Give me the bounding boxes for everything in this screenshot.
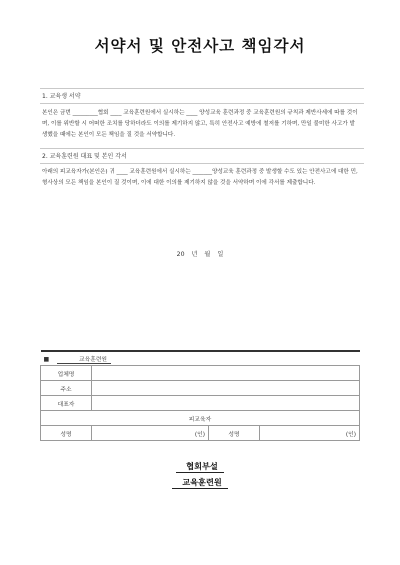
square-bullet-icon: ■ — [43, 356, 50, 363]
trainee-signature-field-2[interactable] — [260, 426, 360, 441]
address-label: 주소 — [41, 381, 92, 396]
pledge-paragraph: 본인은 금번 _________협회 ____ 교육훈련원에서 실시하는 ____ 양성교육 훈련과정 중 교육훈련원의 규칙과 제반사세에 따를 것이며, 이를 위반할 시 어떠한 조치를 당하더라도 이의를 제기하지 않고, 특히 안전사고 예방에 철저를 기하며, 만일 불미한 사고가 발생했을 때에는 본인이 모든 책임을 질 것을 서약합니다. — [42, 110, 358, 138]
trainee-header: 피교육자 — [41, 411, 360, 426]
trainee-name-label-1: 성명 — [41, 426, 92, 441]
representative-field[interactable] — [92, 396, 360, 411]
trainee-name-label-2: 성명 — [209, 426, 260, 441]
signature-form-table — [40, 350, 360, 441]
representative-label: 대표자 — [41, 396, 92, 411]
trainee-signature-row — [41, 426, 360, 441]
date-line: 20 년 월 일 — [176, 251, 224, 258]
section-heading-pledge: 1. 교육생 서약 — [40, 88, 364, 104]
representative-row — [41, 396, 360, 411]
trainee-header-row — [41, 411, 360, 426]
liability-paragraph: 아래의 피교육자가(본인은) 귀 ____ 교육훈련원에서 실시하는 _______양성교육 훈련과정 중 발생할 수도 있는 안전사고에 대한 민, 형사상의 모든 책임을 본인이 질 것이며, 이에 대한 이의를 제기하지 않을 것을 서약하며 이에 각서를 제출합니다. — [42, 169, 358, 186]
trainee-signature-field-1[interactable] — [92, 426, 209, 441]
footer-institute-line: 교육훈련원 — [0, 477, 400, 489]
institute-header-label: 교육훈련원 — [57, 357, 111, 364]
form-header-row — [41, 351, 360, 366]
address-field[interactable] — [92, 381, 360, 396]
footer-association-line: 협회부설 — [0, 461, 400, 473]
seal-mark-2: (인) — [345, 431, 356, 438]
seal-mark-1: (인) — [194, 431, 205, 438]
company-name-label: 업체명 — [41, 366, 92, 381]
document-title: 서약서 및 안전사고 책임각서 — [94, 37, 306, 55]
address-row — [41, 381, 360, 396]
section-heading-liability: 2. 교육훈련원 대표 및 본인 각서 — [40, 148, 364, 164]
company-name-row — [41, 366, 360, 381]
company-name-field[interactable] — [92, 366, 360, 381]
